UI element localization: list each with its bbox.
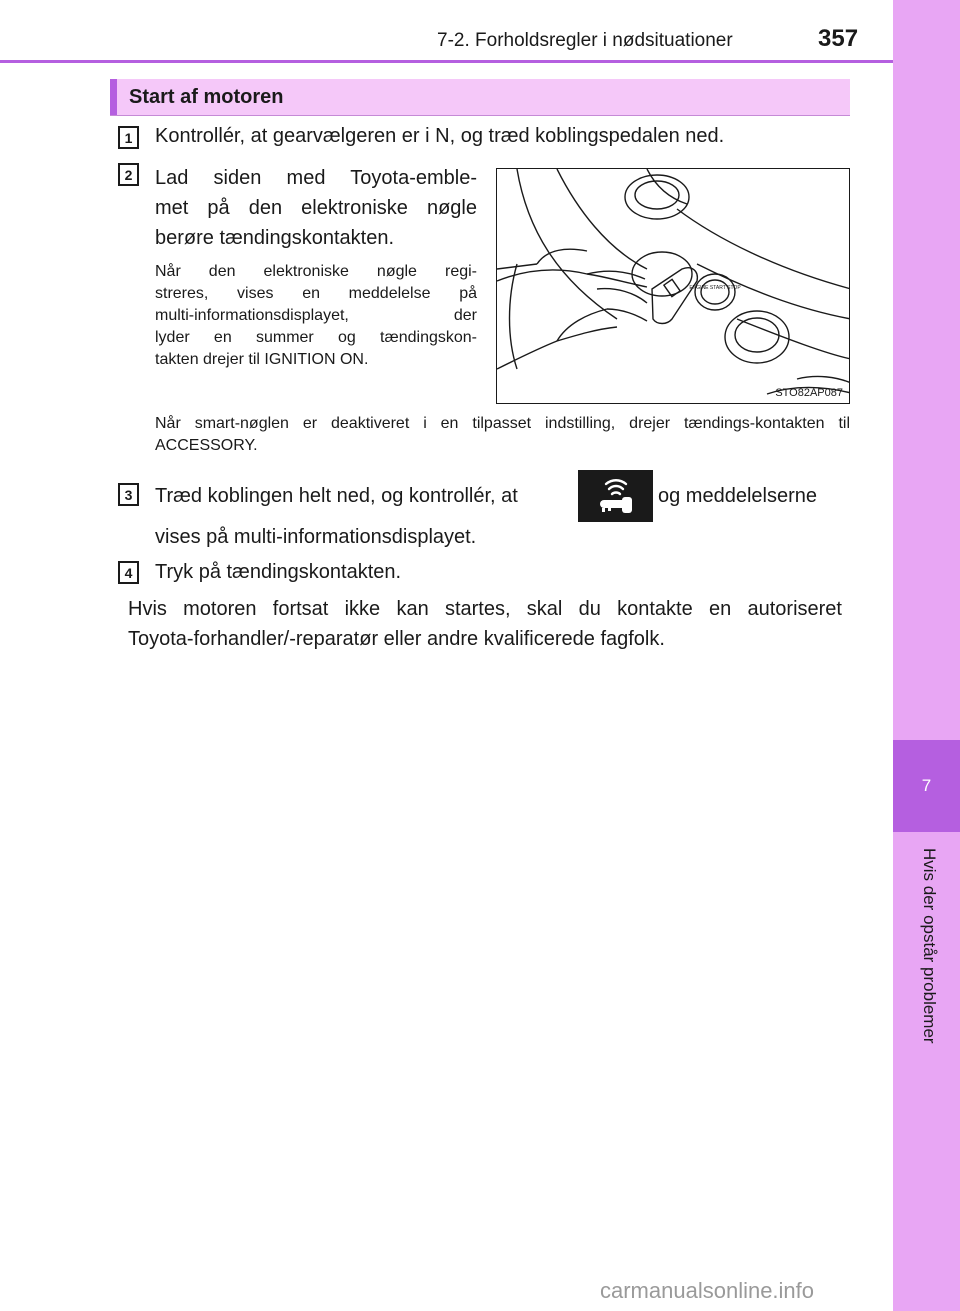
step-2-note-line-1: Når den elektroniske nøgle regi- [155, 263, 477, 280]
header-rule [0, 60, 893, 63]
step-2-line-3: berøre tændingskontakten. [155, 227, 395, 249]
chapter-title: Hvis der opstår problemer [920, 848, 939, 1044]
start-button-label: ENGINE START STOP [689, 285, 741, 291]
step-3-text-line-2: vises på multi-informationsdisplayet. [155, 526, 477, 548]
section-title-band [110, 79, 850, 115]
step-2-note-line-3: multi-informationsdisplayet, der [155, 307, 477, 324]
illustration-drawing [497, 169, 850, 404]
key-ignition-illustration [496, 168, 850, 404]
illustration-code: STO82AP087 [775, 387, 843, 399]
smart-key-indicator-drawing [578, 470, 653, 522]
step-4-text: Tryk på tændingskontakten. [155, 561, 402, 583]
section-title: Start af motoren [129, 85, 284, 108]
step-badge-2: 2 [118, 163, 139, 186]
chapter-number: 7 [921, 776, 932, 795]
step-badge-1: 1 [118, 126, 139, 149]
header-section-title: 7-2. Forholdsregler i nødsituationer [437, 30, 733, 51]
page-number: 357 [818, 25, 859, 52]
step-3-text-before: Træd koblingen helt ned, og kontrollér, at [155, 485, 518, 507]
section-title-rule [110, 115, 850, 116]
step-badge-4: 4 [118, 561, 139, 584]
step-2-note-line-5: takten drejer til IGNITION ON. [155, 351, 369, 368]
step-2-line-2: met på den elektroniske nøgle [155, 197, 477, 219]
step-2-note-line-4: lyder en summer og tændingskon- [155, 329, 477, 346]
step-2-note-line-2: streres, vises en meddelelse på [155, 285, 477, 302]
step-2-note-2: Når smart-nøglen er deaktiveret i en tilpasset indstilling, drejer tændings-kontakten til ACCESSORY. [155, 415, 850, 454]
closing-line-2: Toyota-forhandler/-reparatør eller andre kvalificerede fagfolk. [128, 628, 665, 650]
step-2-line-1: Lad siden med Toyota-emble- [155, 167, 477, 189]
watermark: carmanualsonline.info [600, 1278, 815, 1303]
chapter-sidebar [893, 0, 960, 1311]
step-1-text: Kontrollér, at gearvælgeren er i N, og træd koblingspedalen ned. [155, 125, 725, 147]
step-3-text-after: og meddelelserne [658, 485, 817, 507]
step-badge-3: 3 [118, 483, 139, 506]
closing-line-1: Hvis motoren fortsat ikke kan startes, skal du kontakte en autoriseret [128, 598, 842, 620]
chapter-number-tab [893, 740, 960, 832]
smart-key-indicator-icon [578, 470, 653, 522]
